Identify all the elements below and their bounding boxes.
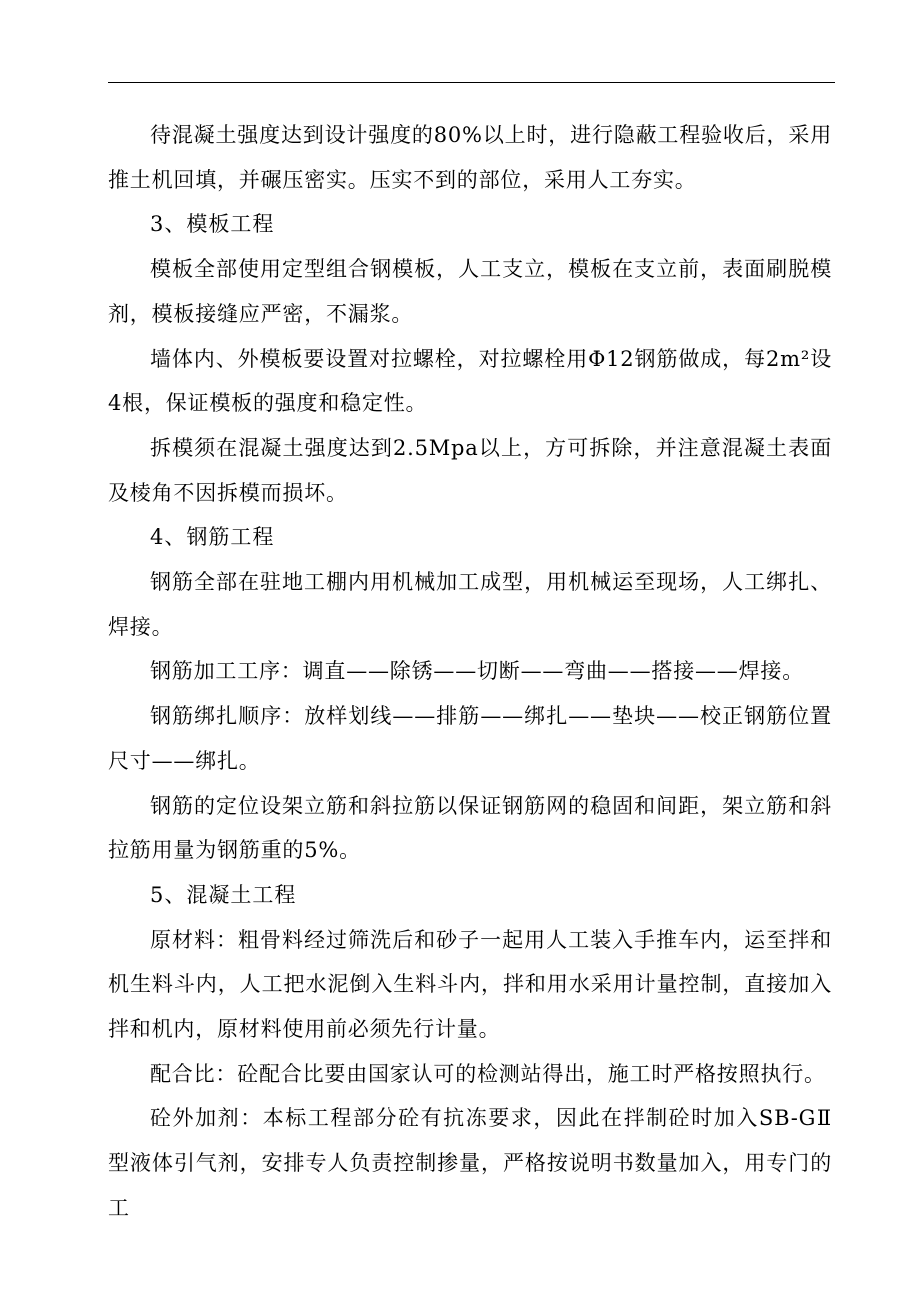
paragraph-rebar-positioning: 钢筋的定位设架立筋和斜拉筋以保证钢筋网的稳固和间距，架立筋和斜拉筋用量为钢筋重的5%。 — [108, 793, 832, 863]
paragraph-raw-materials: 原材料：粗骨料经过筛洗后和砂子一起用人工装入手推车内，运至拌和机生料斗内，人工把水泥倒入生料斗内，拌和用水采用计量控制，直接加入拌和机内，原材料使用前必须先行计量。 — [108, 927, 832, 1042]
paragraph-formwork-bolts: 墙体内、外模板要设置对拉螺栓，对拉螺栓用Φ12钢筋做成，每2m²设4根，保证模板的强度和稳定性。 — [108, 346, 832, 416]
header-rule — [108, 82, 835, 83]
paragraph-rebar-processing: 钢筋全部在驻地工棚内用机械加工成型，用机械运至现场，人工绑扎、焊接。 — [108, 570, 832, 639]
paragraph-formwork-removal: 拆模须在混凝土强度达到2.5Mpa以上，方可拆除，并注意混凝土表面及棱角不因拆模而损坏。 — [108, 435, 832, 505]
paragraph-rebar-process-steps: 钢筋加工工序：调直——除锈——切断——弯曲——搭接——焊接。 — [150, 659, 804, 684]
section-heading-concrete: 5、混凝土工程 — [150, 882, 297, 907]
paragraph-rebar-tying-steps: 钢筋绑扎顺序：放样划线——排筋——绑扎——垫块——校正钢筋位置尺寸——绑扎。 — [108, 704, 832, 773]
paragraph-backfill: 待混凝土强度达到设计强度的80%以上时，进行隐蔽工程验收后，采用推土机回填，并碾压密实。压实不到的部位，采用人工夯实。 — [108, 123, 832, 192]
document-body — [108, 113, 832, 1231]
paragraph-formwork-material: 模板全部使用定型组合钢模板，人工支立，模板在支立前，表面刷脱模剂，模板接缝应严密，不漏浆。 — [108, 257, 832, 326]
section-heading-formwork: 3、模板工程 — [150, 212, 275, 237]
paragraph-mix-ratio: 配合比：砼配合比要由国家认可的检测站得出，施工时严格按照执行。 — [150, 1061, 826, 1086]
section-heading-rebar: 4、钢筋工程 — [150, 525, 275, 550]
paragraph-admixture: 砼外加剂：本标工程部分砼有抗冻要求，因此在拌制砼时加入SB-GⅡ型液体引气剂，安排专人负责控制掺量，严格按说明书数量加入，用专门的工 — [108, 1106, 832, 1220]
